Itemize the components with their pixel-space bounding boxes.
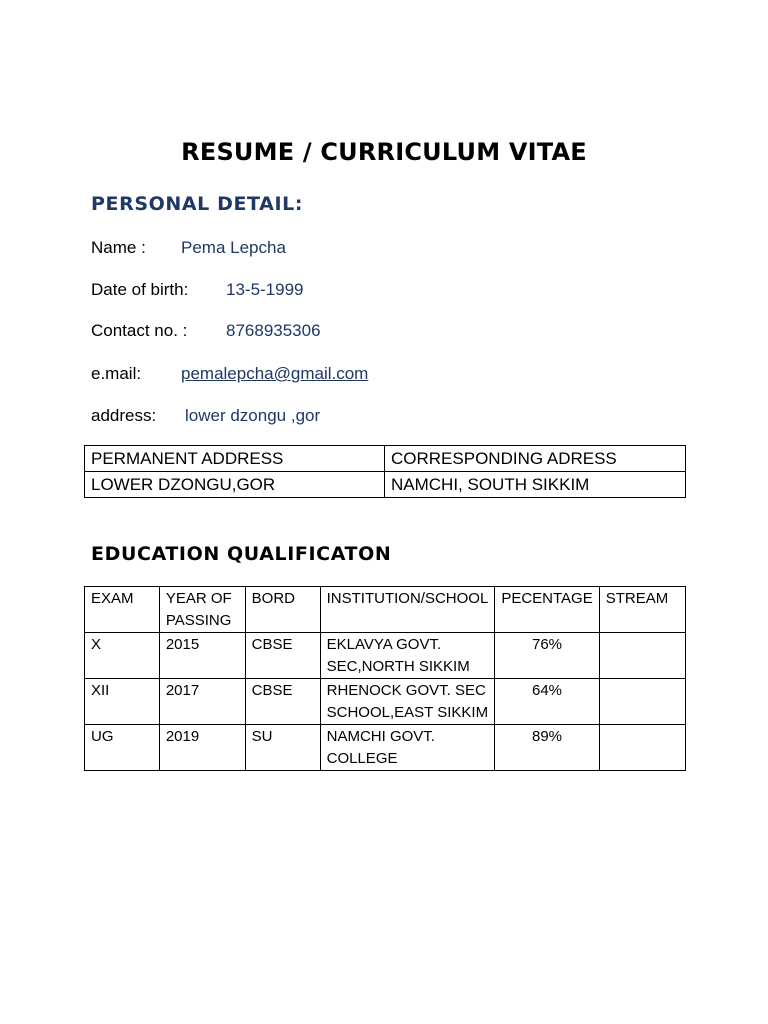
stream-cell [599, 679, 685, 725]
year-cell: 2015 [159, 633, 245, 679]
document-title: RESUME / CURRICULUM VITAE [181, 138, 587, 166]
stream-cell [599, 725, 685, 771]
personal-detail-heading: PERSONAL DETAIL: [91, 193, 304, 215]
stream-cell [599, 633, 685, 679]
year-cell: 2019 [159, 725, 245, 771]
address-table-header-row [85, 446, 686, 472]
year-header: YEAR OF PASSING [159, 587, 245, 633]
name-label: Name : [91, 238, 146, 257]
percentage-header: PECENTAGE [495, 587, 599, 633]
contact-value: 8768935306 [226, 321, 321, 340]
address-table-row [85, 472, 686, 498]
corresponding-address-value: NAMCHI, SOUTH SIKKIM [385, 472, 686, 498]
table-row [85, 725, 686, 771]
dob-value: 13-5-1999 [226, 280, 304, 299]
contact-label: Contact no. : [91, 321, 188, 340]
institution-cell: NAMCHI GOVT. COLLEGE [320, 725, 495, 771]
exam-header: EXAM [85, 587, 160, 633]
email-link[interactable]: pemalepcha@gmail.com [181, 364, 369, 383]
dob-label: Date of birth: [91, 280, 189, 299]
email-label: e.mail: [91, 364, 142, 383]
education-heading: EDUCATION QUALIFICATON [91, 543, 392, 565]
institution-header: INSTITUTION/SCHOOL [320, 587, 495, 633]
percentage-cell: 64% [495, 679, 599, 725]
board-cell: CBSE [245, 633, 320, 679]
year-cell: 2017 [159, 679, 245, 725]
institution-cell: RHENOCK GOVT. SEC SCHOOL,EAST SIKKIM [320, 679, 495, 725]
permanent-address-value: LOWER DZONGU,GOR [85, 472, 385, 498]
institution-cell: EKLAVYA GOVT. SEC,NORTH SIKKIM [320, 633, 495, 679]
address-label: address: [91, 406, 157, 425]
table-row [85, 633, 686, 679]
percentage-cell: 76% [495, 633, 599, 679]
corresponding-address-header: CORRESPONDING ADRESS [385, 446, 686, 472]
board-cell: SU [245, 725, 320, 771]
education-table [84, 586, 686, 771]
board-header: BORD [245, 587, 320, 633]
table-row [85, 679, 686, 725]
exam-cell: XII [85, 679, 160, 725]
exam-cell: X [85, 633, 160, 679]
address-value: lower dzongu ,gor [185, 406, 321, 425]
stream-header: STREAM [599, 587, 685, 633]
exam-cell: UG [85, 725, 160, 771]
board-cell: CBSE [245, 679, 320, 725]
education-header-row [85, 587, 686, 633]
name-value: Pema Lepcha [181, 238, 286, 257]
address-table [84, 445, 686, 498]
permanent-address-header: PERMANENT ADDRESS [85, 446, 385, 472]
percentage-cell: 89% [495, 725, 599, 771]
